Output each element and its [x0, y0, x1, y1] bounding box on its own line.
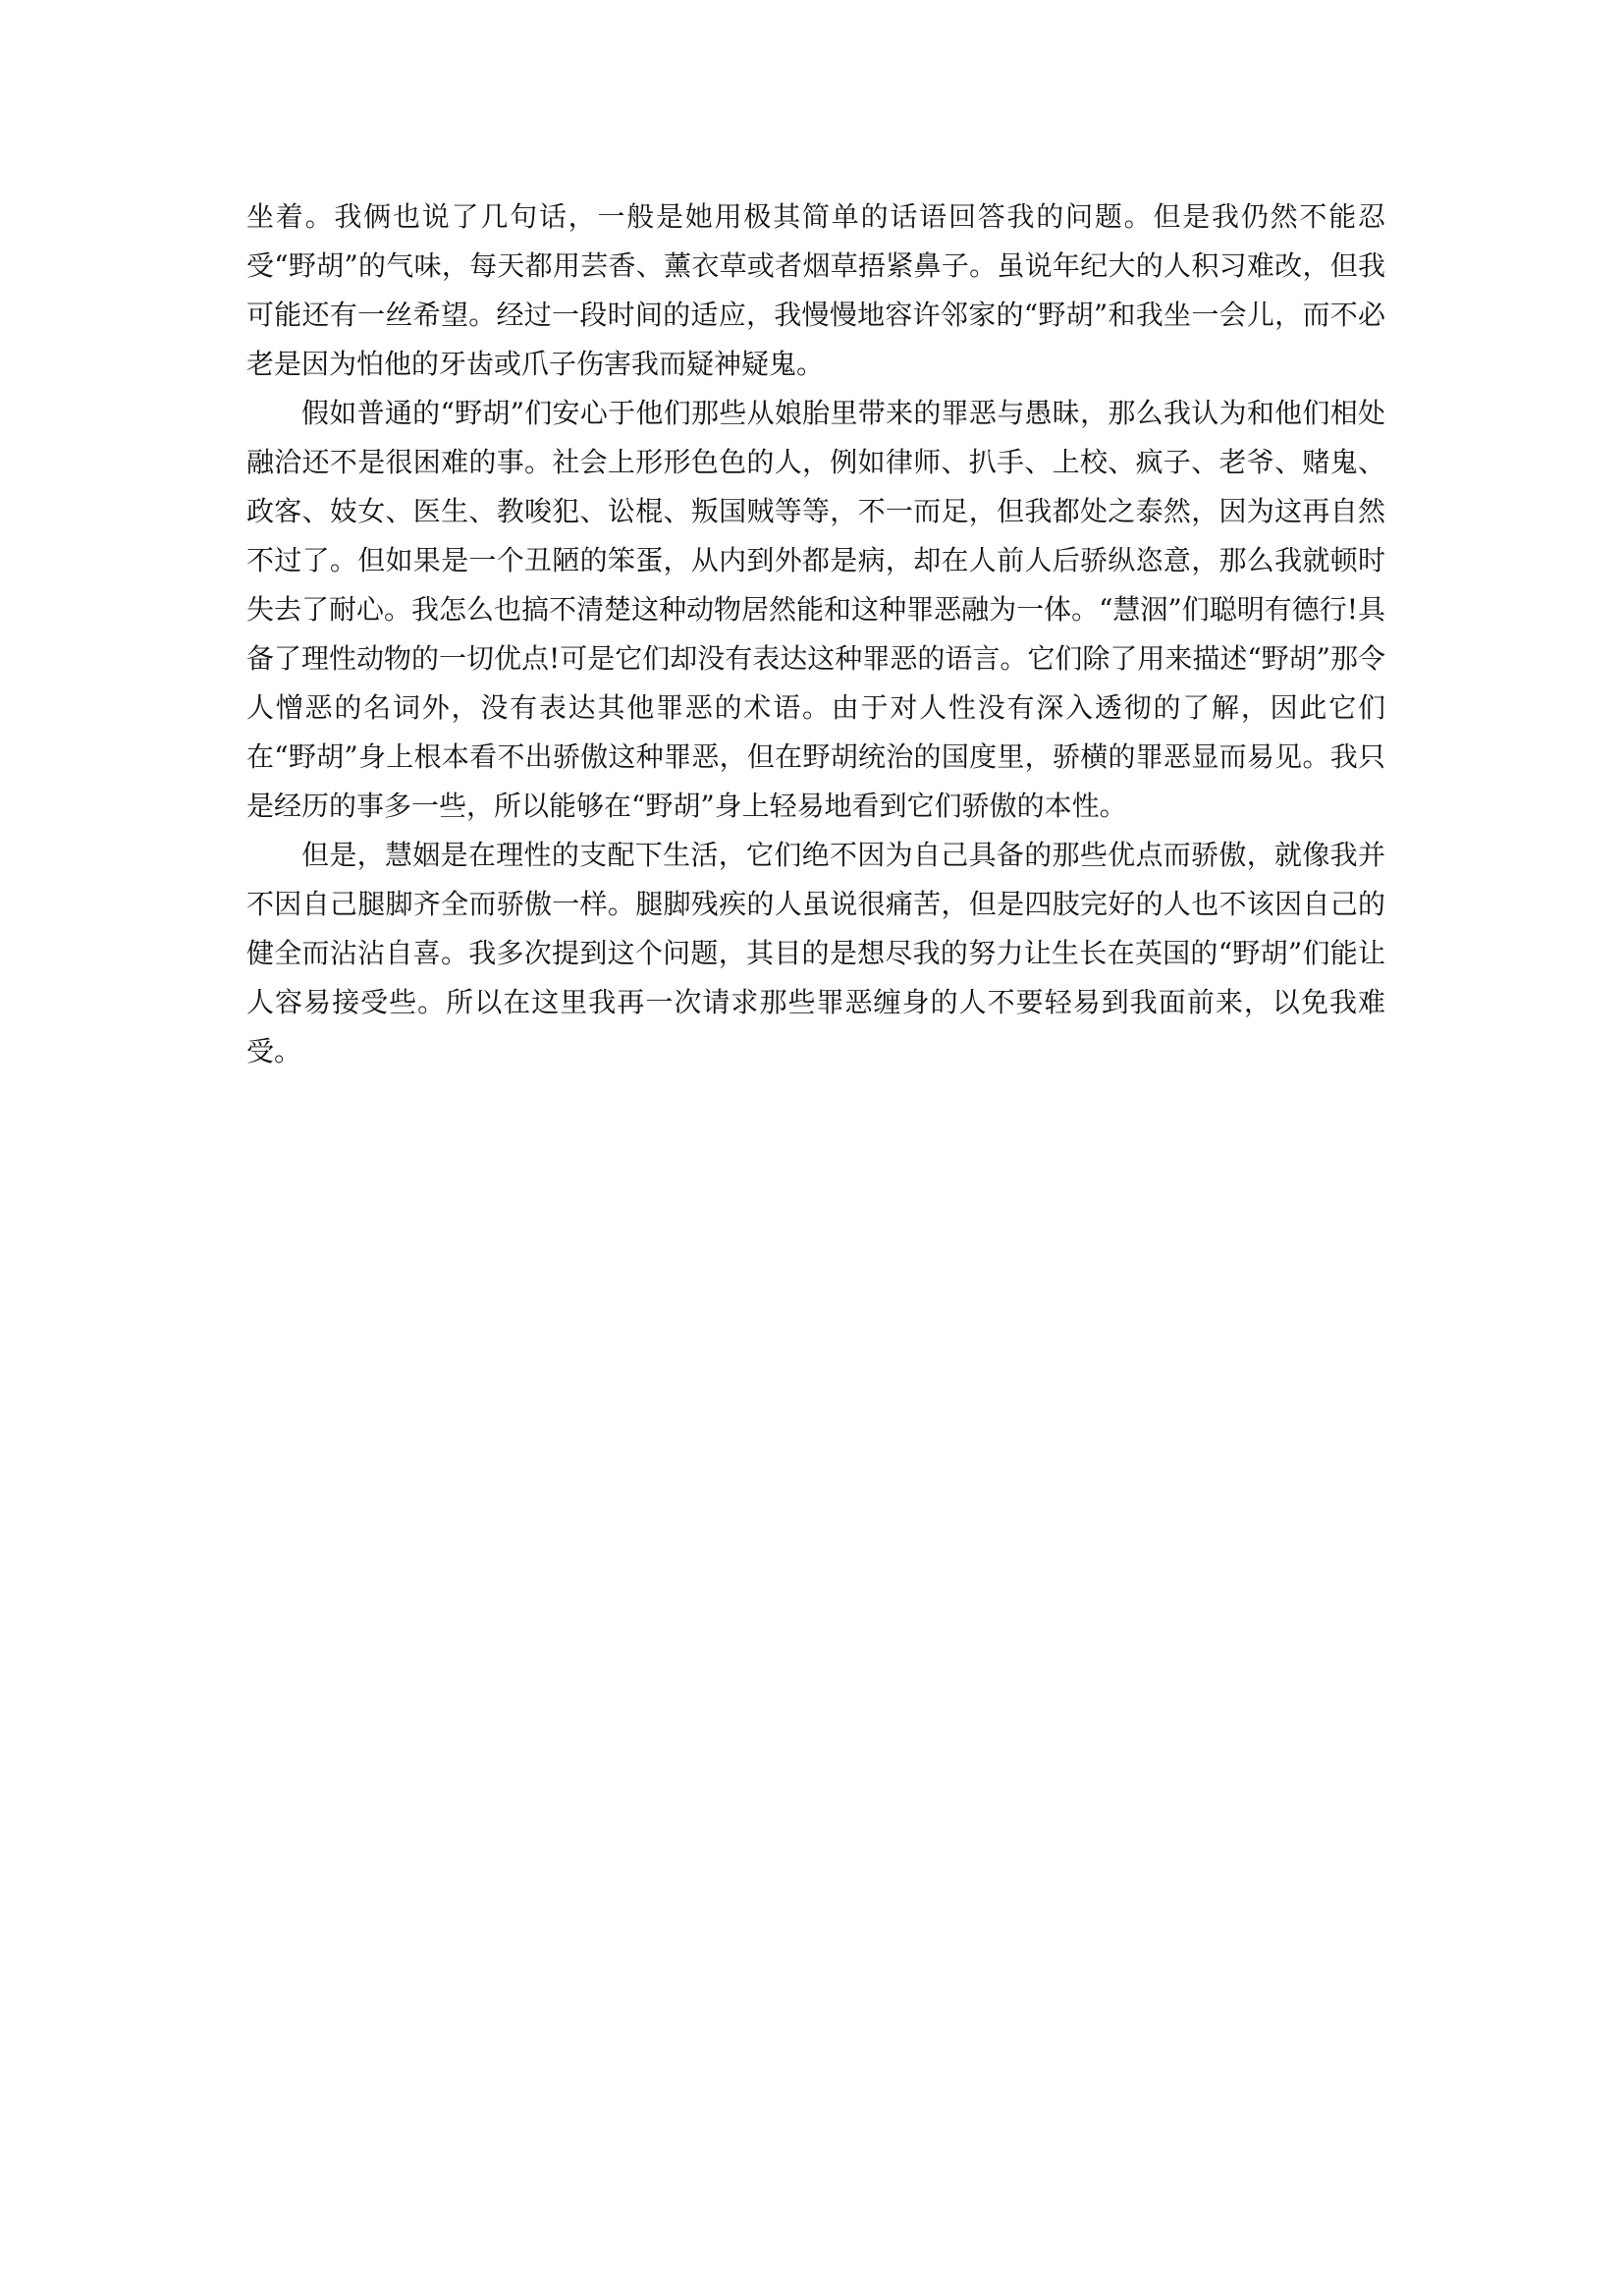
paragraph: 但是，慧姻是在理性的支配下生活，它们绝不因为自己具备的那些优点而骄傲，就像我并不因自己腿脚齐全而骄傲一样。腿脚残疾的人虽说很痛苦，但是四肢完好的人也不该因自己的健全而沾沾自喜。我多次提到这个问题，其目的是想尽我的努力让生长在英国的“野胡”们能让人容易接受些。所以在这里我再一次请求那些罪恶缠身的人不要轻易到我面前来，以免我难受。	[246, 839, 1385, 1067]
paragraph: 假如普通的“野胡”们安心于他们那些从娘胎里带来的罪恶与愚昧，那么我认为和他们相处融洽还不是很困难的事。社会上形形色色的人，例如律师、扒手、上校、疯子、老爷、赌鬼、政客、妓女、医生、教唆犯、讼棍、叛国贼等等，不一而足，但我都处之泰然，因为这再自然不过了。但如果是一个丑陋的笨蛋，从内到外都是病，却在人前人后骄纵恣意，那么我就顿时失去了耐心。我怎么也搞不清楚这种动物居然能和这种罪恶融为一体。“慧洇”们聪明有德行!具备了理性动物的一切优点!可是它们却没有表达这种罪恶的语言。它们除了用来描述“野胡”那令人憎恶的名词外，没有表达其他罪恶的术语。由于对人性没有深入透彻的了解，因此它们在“野胡”身上根本看不出骄傲这种罪恶，但在野胡统治的国度里，骄横的罪恶显而易见。我只是经历的事多一些，所以能够在“野胡”身上轻易地看到它们骄傲的本性。	[246, 397, 1385, 822]
paragraph-continuation: 坐着。我俩也说了几句话，一般是她用极其简单的话语回答我的问题。但是我仍然不能忍受“野胡”的气味，每天都用芸香、薰衣草或者烟草捂紧鼻子。虽说年纪大的人积习难改，但我可能还有一丝希望。经过一段时间的适应，我慢慢地容许邻家的“野胡”和我坐一会儿，而不必老是因为怕他的牙齿或爪子伤害我而疑神疑鬼。	[246, 200, 1385, 380]
body-text	[246, 192, 1385, 1076]
